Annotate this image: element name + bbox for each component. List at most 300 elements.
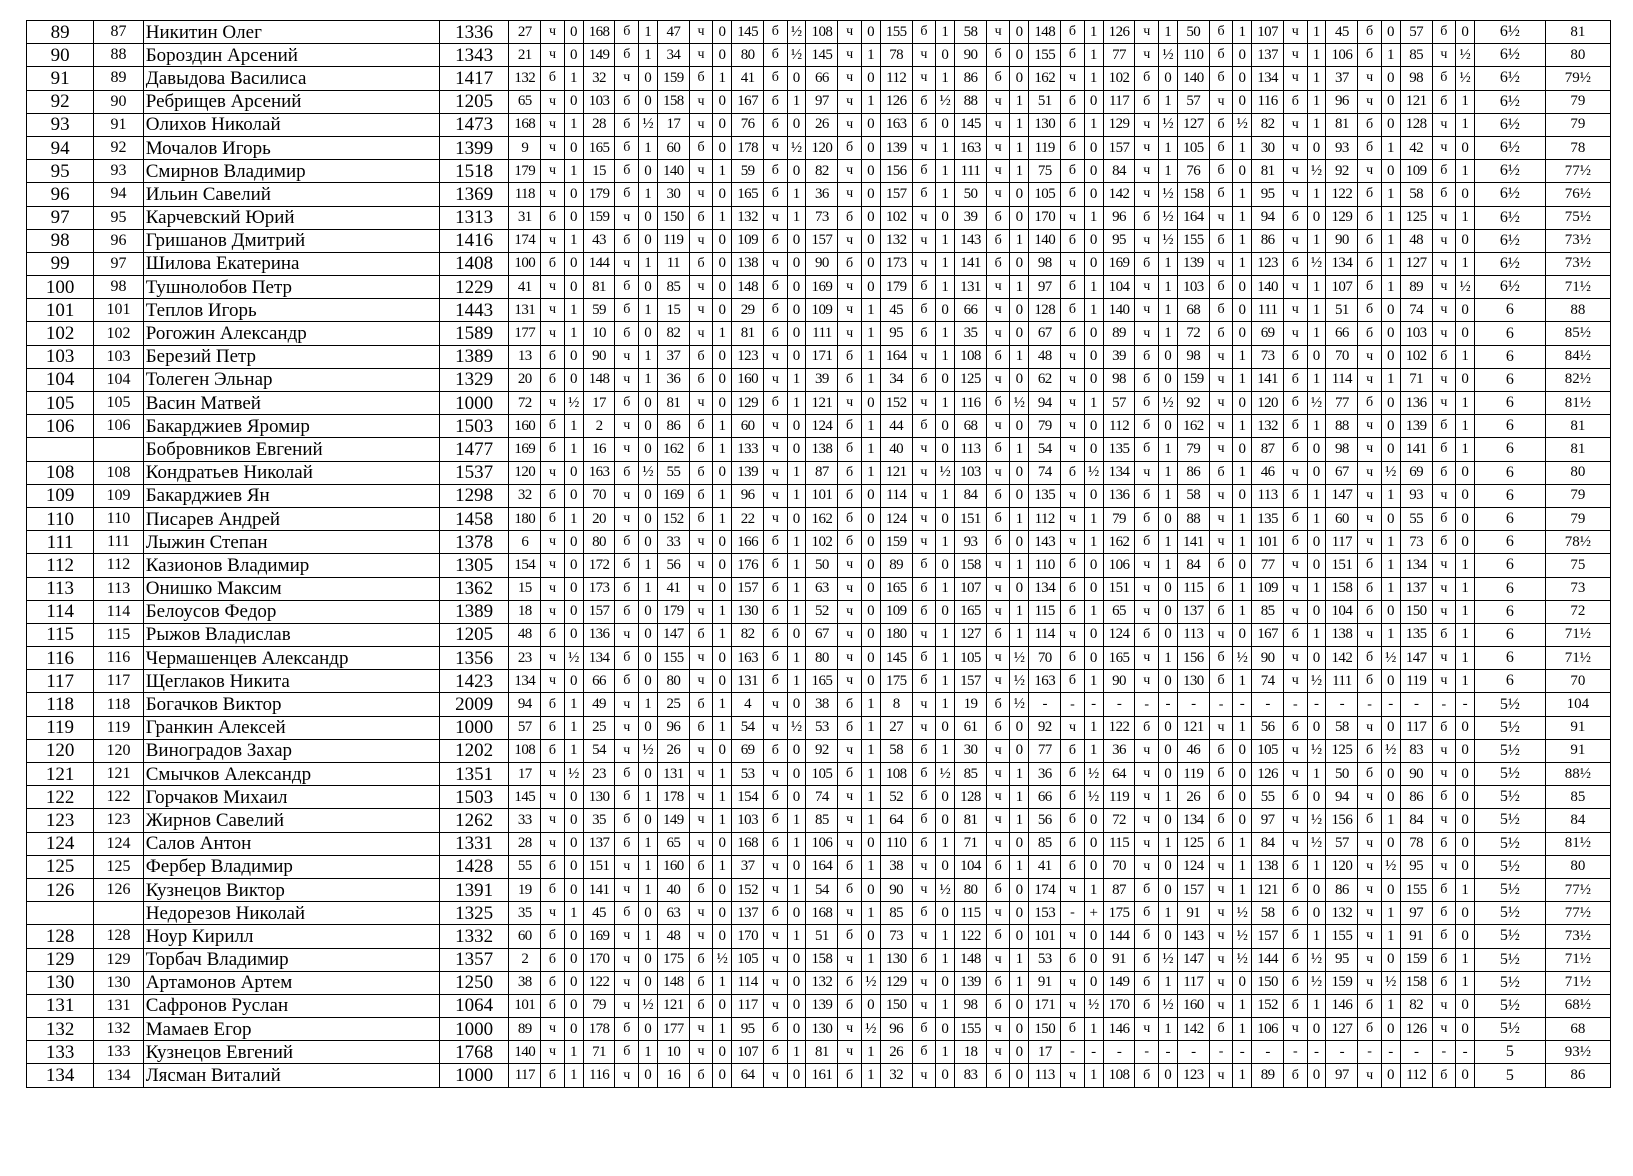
round-result-cell: 0 [639, 438, 658, 461]
round-result-cell: 1 [936, 623, 955, 646]
round-opponent-cell: 46 [1252, 461, 1284, 484]
round-opponent-cell: 80 [806, 647, 838, 670]
round-opponent-cell: 124 [806, 415, 838, 438]
round-color-cell: ч [838, 160, 862, 183]
round-color-cell: б [764, 809, 788, 832]
round-result-cell: 0 [1381, 1018, 1400, 1041]
round-opponent-cell: 138 [1326, 623, 1358, 646]
round-color-cell: ч [689, 90, 713, 113]
round-opponent-cell: 68 [955, 415, 987, 438]
round-opponent-cell: 157 [880, 183, 912, 206]
round-result-cell: 0 [936, 206, 955, 229]
round-result-cell: 1 [1456, 252, 1475, 275]
place-cell: 120 [27, 739, 94, 762]
round-color-cell: ч [1209, 925, 1233, 948]
round-color-cell: ч [986, 786, 1010, 809]
round-result-cell: 0 [713, 368, 732, 391]
start-number-cell: 87 [94, 21, 144, 44]
round-opponent-cell: 116 [1252, 90, 1284, 113]
round-opponent-cell: 105 [955, 647, 987, 670]
place-cell: 116 [27, 647, 94, 670]
round-opponent-cell: 169 [806, 276, 838, 299]
points-cell: 6 [1475, 670, 1546, 693]
round-color-cell: ч [838, 739, 862, 762]
round-result-cell: 0 [639, 716, 658, 739]
place-cell: 124 [27, 832, 94, 855]
round-opponent-cell: 31 [509, 206, 541, 229]
round-result-cell: ½ [861, 971, 880, 994]
round-opponent-cell: 85 [1029, 832, 1061, 855]
round-color-cell: ч [1358, 67, 1382, 90]
round-result-cell: 0 [713, 113, 732, 136]
round-color-cell: ч [615, 948, 639, 971]
round-result-cell: ½ [1233, 902, 1252, 925]
round-result-cell: 0 [639, 809, 658, 832]
round-color-cell: ч [1061, 994, 1085, 1017]
round-opponent-cell: 58 [880, 739, 912, 762]
points-cell: 5 [1475, 1064, 1546, 1087]
round-result-cell: 1 [564, 415, 583, 438]
round-opponent-cell: 110 [1177, 44, 1209, 67]
player-name-cell: Писарев Андрей [143, 507, 439, 530]
round-result-cell: 0 [639, 276, 658, 299]
round-result-cell: 1 [1159, 786, 1178, 809]
round-result-cell: 0 [564, 878, 583, 901]
round-opponent-cell: 95 [1103, 229, 1135, 252]
round-opponent-cell: 8 [880, 693, 912, 716]
round-opponent-cell: 105 [1252, 739, 1284, 762]
round-opponent-cell: 136 [583, 623, 615, 646]
round-opponent-cell: 97 [1029, 276, 1061, 299]
round-result-cell: ½ [787, 136, 806, 159]
round-opponent-cell: 32 [880, 1064, 912, 1087]
round-result-cell: 1 [713, 600, 732, 623]
round-color-cell: б [1135, 994, 1159, 1017]
round-color-cell: б [986, 392, 1010, 415]
round-result-cell: 0 [1307, 716, 1326, 739]
round-result-cell: 1 [639, 786, 658, 809]
round-opponent-cell: 103 [732, 809, 764, 832]
tiebreak-cell: 81½ [1545, 392, 1610, 415]
round-color-cell: б [615, 1018, 639, 1041]
round-color-cell: б [986, 531, 1010, 554]
round-result-cell: 0 [936, 600, 955, 623]
round-result-cell: 1 [861, 299, 880, 322]
points-cell: 6 [1475, 322, 1546, 345]
round-result-cell: 1 [1307, 67, 1326, 90]
round-result-cell: 0 [713, 229, 732, 252]
round-result-cell: 1 [787, 809, 806, 832]
round-color-cell: б [1358, 44, 1382, 67]
round-opponent-cell: 168 [509, 113, 541, 136]
round-opponent-cell: 127 [955, 623, 987, 646]
round-opponent-cell: 25 [583, 716, 615, 739]
round-color-cell: ч [1209, 1064, 1233, 1087]
round-opponent-cell: 100 [509, 252, 541, 275]
round-color-cell: ч [1284, 647, 1308, 670]
round-color-cell: б [1284, 252, 1308, 275]
round-opponent-cell: 106 [1103, 554, 1135, 577]
round-result-cell: 1 [564, 739, 583, 762]
rating-cell: 1356 [439, 647, 509, 670]
points-cell: 6½ [1475, 229, 1546, 252]
round-color-cell: б [615, 763, 639, 786]
round-opponent-cell: 62 [1029, 368, 1061, 391]
start-number-cell: 94 [94, 183, 144, 206]
round-opponent-cell: 35 [955, 322, 987, 345]
round-result-cell: 0 [1159, 1064, 1178, 1087]
place-cell: 103 [27, 345, 94, 368]
round-opponent-cell: - [1029, 693, 1061, 716]
round-opponent-cell: 79 [1029, 415, 1061, 438]
round-opponent-cell: 119 [657, 229, 689, 252]
round-result-cell: - [1233, 693, 1252, 716]
start-number-cell: 117 [94, 670, 144, 693]
round-color-cell: б [615, 554, 639, 577]
tiebreak-cell: 71½ [1545, 623, 1610, 646]
table-row [27, 577, 1611, 600]
round-opponent-cell: 139 [732, 461, 764, 484]
round-opponent-cell: 103 [1177, 276, 1209, 299]
round-color-cell: ч [1358, 623, 1382, 646]
round-result-cell: ½ [713, 948, 732, 971]
rating-cell: 1229 [439, 276, 509, 299]
round-color-cell: ч [541, 392, 565, 415]
player-name-cell: Белоусов Федор [143, 600, 439, 623]
place-cell: 130 [27, 971, 94, 994]
round-result-cell: 1 [936, 670, 955, 693]
round-color-cell: ч [1135, 21, 1159, 44]
round-result-cell: 0 [787, 948, 806, 971]
rating-cell: 1369 [439, 183, 509, 206]
round-opponent-cell: 159 [880, 531, 912, 554]
round-color-cell: б [615, 183, 639, 206]
round-result-cell: 1 [936, 1041, 955, 1064]
round-color-cell: ч [615, 507, 639, 530]
round-color-cell: б [1135, 948, 1159, 971]
round-result-cell: 0 [564, 368, 583, 391]
round-result-cell: 1 [936, 577, 955, 600]
round-color-cell: ч [1432, 299, 1456, 322]
round-color-cell: б [1284, 902, 1308, 925]
round-color-cell: ч [912, 531, 936, 554]
round-color-cell: ч [986, 739, 1010, 762]
round-color-cell: б [1358, 183, 1382, 206]
round-opponent-cell: 80 [657, 670, 689, 693]
round-opponent-cell: 107 [1326, 276, 1358, 299]
round-result-cell: 1 [861, 809, 880, 832]
round-color-cell: ч [615, 252, 639, 275]
round-color-cell: ч [764, 345, 788, 368]
round-result-cell: 0 [1307, 136, 1326, 159]
tiebreak-cell: 79½ [1545, 67, 1610, 90]
round-color-cell: б [838, 206, 862, 229]
round-opponent-cell: 38 [806, 693, 838, 716]
start-number-cell [94, 438, 144, 461]
round-result-cell: 1 [1381, 368, 1400, 391]
round-result-cell: ½ [1233, 113, 1252, 136]
tiebreak-cell: 75 [1545, 554, 1610, 577]
round-result-cell: 1 [1010, 600, 1029, 623]
points-cell: 6½ [1475, 90, 1546, 113]
round-opponent-cell: 86 [1177, 461, 1209, 484]
round-opponent-cell: 97 [1400, 902, 1432, 925]
round-color-cell: ч [986, 577, 1010, 600]
round-color-cell: ч [1284, 670, 1308, 693]
round-result-cell: 1 [1159, 322, 1178, 345]
round-color-cell: б [1358, 1018, 1382, 1041]
round-color-cell: ч [838, 647, 862, 670]
round-color-cell: б [1209, 461, 1233, 484]
round-result-cell: ½ [1159, 183, 1178, 206]
place-cell: 115 [27, 623, 94, 646]
round-opponent-cell: 144 [1252, 948, 1284, 971]
round-color-cell: ч [615, 994, 639, 1017]
round-color-cell: б [1432, 786, 1456, 809]
round-color-cell: ч [838, 832, 862, 855]
round-color-cell: ч [1432, 136, 1456, 159]
rating-cell: 1205 [439, 623, 509, 646]
round-opponent-cell: 54 [732, 716, 764, 739]
round-result-cell: 0 [639, 647, 658, 670]
round-color-cell: б [689, 507, 713, 530]
round-color-cell: б [912, 276, 936, 299]
round-result-cell: 1 [1233, 461, 1252, 484]
rating-cell: 1000 [439, 716, 509, 739]
round-opponent-cell: 64 [732, 1064, 764, 1087]
round-result-cell: 1 [1159, 902, 1178, 925]
round-opponent-cell: 168 [583, 21, 615, 44]
round-color-cell: ч [986, 136, 1010, 159]
round-color-cell: ч [912, 693, 936, 716]
round-color-cell: б [541, 739, 565, 762]
round-result-cell: 1 [639, 368, 658, 391]
round-color-cell: б [764, 21, 788, 44]
round-opponent-cell: 131 [955, 276, 987, 299]
round-color-cell: ч [838, 299, 862, 322]
round-result-cell: 1 [1010, 763, 1029, 786]
round-opponent-cell: 76 [1177, 160, 1209, 183]
round-color-cell: б [1432, 461, 1456, 484]
round-result-cell: 0 [1456, 484, 1475, 507]
round-opponent-cell: 132 [732, 206, 764, 229]
start-number-cell: 103 [94, 345, 144, 368]
round-opponent-cell: 134 [1326, 252, 1358, 275]
start-number-cell: 106 [94, 415, 144, 438]
round-opponent-cell: 159 [657, 67, 689, 90]
tiebreak-cell: 75½ [1545, 206, 1610, 229]
round-result-cell: 0 [1381, 878, 1400, 901]
round-opponent-cell: 170 [1029, 206, 1061, 229]
round-opponent-cell: 87 [1103, 878, 1135, 901]
round-color-cell: б [1358, 21, 1382, 44]
round-result-cell: 0 [936, 1064, 955, 1087]
tiebreak-cell: 70 [1545, 670, 1610, 693]
round-color-cell: б [1432, 438, 1456, 461]
round-result-cell: 1 [713, 786, 732, 809]
round-result-cell: 0 [1381, 415, 1400, 438]
place-cell: 96 [27, 183, 94, 206]
round-result-cell: 0 [639, 507, 658, 530]
round-color-cell: ч [986, 183, 1010, 206]
start-number-cell: 116 [94, 647, 144, 670]
round-color-cell: ч [912, 438, 936, 461]
rating-cell: 1325 [439, 902, 509, 925]
round-result-cell: 1 [936, 183, 955, 206]
round-opponent-cell: 57 [1326, 832, 1358, 855]
round-opponent-cell: 147 [657, 623, 689, 646]
round-color-cell: - [1432, 1041, 1456, 1064]
round-result-cell: 0 [1010, 461, 1029, 484]
table-row [27, 44, 1611, 67]
round-opponent-cell: 74 [1400, 299, 1432, 322]
round-result-cell: 0 [564, 90, 583, 113]
round-opponent-cell: 131 [732, 670, 764, 693]
round-opponent-cell: 83 [955, 1064, 987, 1087]
round-opponent-cell: 58 [1400, 183, 1432, 206]
round-color-cell: б [1135, 484, 1159, 507]
round-result-cell: ½ [936, 461, 955, 484]
round-opponent-cell: 147 [1400, 647, 1432, 670]
round-color-cell: ч [1284, 113, 1308, 136]
round-color-cell: ч [1061, 925, 1085, 948]
round-color-cell: ч [986, 299, 1010, 322]
round-color-cell: ч [838, 183, 862, 206]
round-color-cell: ч [1135, 461, 1159, 484]
round-result-cell: 1 [1084, 1018, 1103, 1041]
round-color-cell: б [764, 183, 788, 206]
round-result-cell: 1 [564, 693, 583, 716]
round-color-cell: б [986, 345, 1010, 368]
round-opponent-cell: 120 [806, 136, 838, 159]
round-opponent-cell: 71 [955, 832, 987, 855]
round-color-cell: б [689, 623, 713, 646]
round-color-cell: б [912, 647, 936, 670]
round-opponent-cell: 70 [583, 484, 615, 507]
round-opponent-cell: 84 [1400, 809, 1432, 832]
round-opponent-cell: 113 [1177, 623, 1209, 646]
round-result-cell: 0 [713, 1064, 732, 1087]
place-cell: 132 [27, 1018, 94, 1041]
round-color-cell: б [1209, 322, 1233, 345]
round-color-cell: - [1061, 902, 1085, 925]
round-color-cell: ч [1135, 44, 1159, 67]
round-result-cell: 1 [639, 925, 658, 948]
round-result-cell: 1 [861, 368, 880, 391]
tiebreak-cell: 80 [1545, 44, 1610, 67]
round-color-cell: б [1061, 577, 1085, 600]
round-color-cell: б [541, 368, 565, 391]
round-result-cell: 0 [1456, 1064, 1475, 1087]
round-result-cell: 0 [787, 507, 806, 530]
round-result-cell: 1 [787, 392, 806, 415]
round-color-cell: ч [838, 90, 862, 113]
round-opponent-cell: 45 [880, 299, 912, 322]
table-row [27, 507, 1611, 530]
round-opponent-cell: 169 [1103, 252, 1135, 275]
round-color-cell: ч [1209, 855, 1233, 878]
round-opponent-cell: 20 [509, 368, 541, 391]
table-row [27, 461, 1611, 484]
table-row [27, 229, 1611, 252]
round-result-cell: 1 [1010, 623, 1029, 646]
round-opponent-cell: 26 [806, 113, 838, 136]
round-color-cell: ч [1135, 577, 1159, 600]
round-opponent-cell: 78 [880, 44, 912, 67]
points-cell: 6½ [1475, 276, 1546, 299]
round-result-cell: 0 [1159, 670, 1178, 693]
round-color-cell: ч [1209, 392, 1233, 415]
round-color-cell: ч [1432, 763, 1456, 786]
rating-cell: 1357 [439, 948, 509, 971]
round-opponent-cell: 120 [1326, 855, 1358, 878]
round-result-cell: 0 [1159, 415, 1178, 438]
round-result-cell: 0 [787, 276, 806, 299]
round-opponent-cell: 179 [509, 160, 541, 183]
round-opponent-cell: 85 [657, 276, 689, 299]
round-result-cell: 1 [1159, 160, 1178, 183]
round-color-cell: ч [1135, 855, 1159, 878]
round-opponent-cell: 149 [1103, 971, 1135, 994]
round-opponent-cell: 85 [806, 809, 838, 832]
round-result-cell: 0 [1307, 1064, 1326, 1087]
round-result-cell: 1 [639, 1041, 658, 1064]
tiebreak-cell: 72 [1545, 600, 1610, 623]
round-opponent-cell: 163 [583, 461, 615, 484]
round-result-cell: 1 [1159, 484, 1178, 507]
round-opponent-cell: 52 [880, 786, 912, 809]
round-opponent-cell: 96 [732, 484, 764, 507]
round-opponent-cell: 152 [732, 878, 764, 901]
round-color-cell: ч [1284, 299, 1308, 322]
rating-cell: 1336 [439, 21, 509, 44]
round-color-cell: б [689, 693, 713, 716]
round-opponent-cell: 179 [583, 183, 615, 206]
round-color-cell: б [615, 90, 639, 113]
round-color-cell: б [912, 322, 936, 345]
round-opponent-cell: 141 [1177, 531, 1209, 554]
round-result-cell: 0 [1307, 902, 1326, 925]
round-result-cell: 0 [1010, 577, 1029, 600]
round-result-cell: 1 [1233, 507, 1252, 530]
round-result-cell: 0 [1010, 878, 1029, 901]
round-result-cell: 0 [861, 252, 880, 275]
player-name-cell: Теплов Игорь [143, 299, 439, 322]
round-opponent-cell: 145 [806, 44, 838, 67]
round-color-cell: ч [541, 1041, 565, 1064]
round-result-cell: 1 [787, 90, 806, 113]
round-opponent-cell: 51 [1326, 299, 1358, 322]
start-number-cell: 92 [94, 136, 144, 159]
round-opponent-cell: 109 [806, 299, 838, 322]
round-result-cell: 1 [787, 600, 806, 623]
round-opponent-cell: 107 [732, 1041, 764, 1064]
table-row [27, 136, 1611, 159]
round-color-cell: ч [1432, 392, 1456, 415]
round-opponent-cell: 139 [806, 994, 838, 1017]
round-color-cell: ч [1432, 554, 1456, 577]
round-opponent-cell: 53 [732, 763, 764, 786]
round-result-cell: 0 [1381, 299, 1400, 322]
round-result-cell: 0 [639, 670, 658, 693]
round-result-cell: 1 [1456, 160, 1475, 183]
round-opponent-cell: 29 [732, 299, 764, 322]
round-result-cell: 0 [713, 554, 732, 577]
round-result-cell: - [1307, 1041, 1326, 1064]
round-result-cell: 0 [564, 21, 583, 44]
round-color-cell: б [1432, 832, 1456, 855]
round-color-cell: б [838, 531, 862, 554]
